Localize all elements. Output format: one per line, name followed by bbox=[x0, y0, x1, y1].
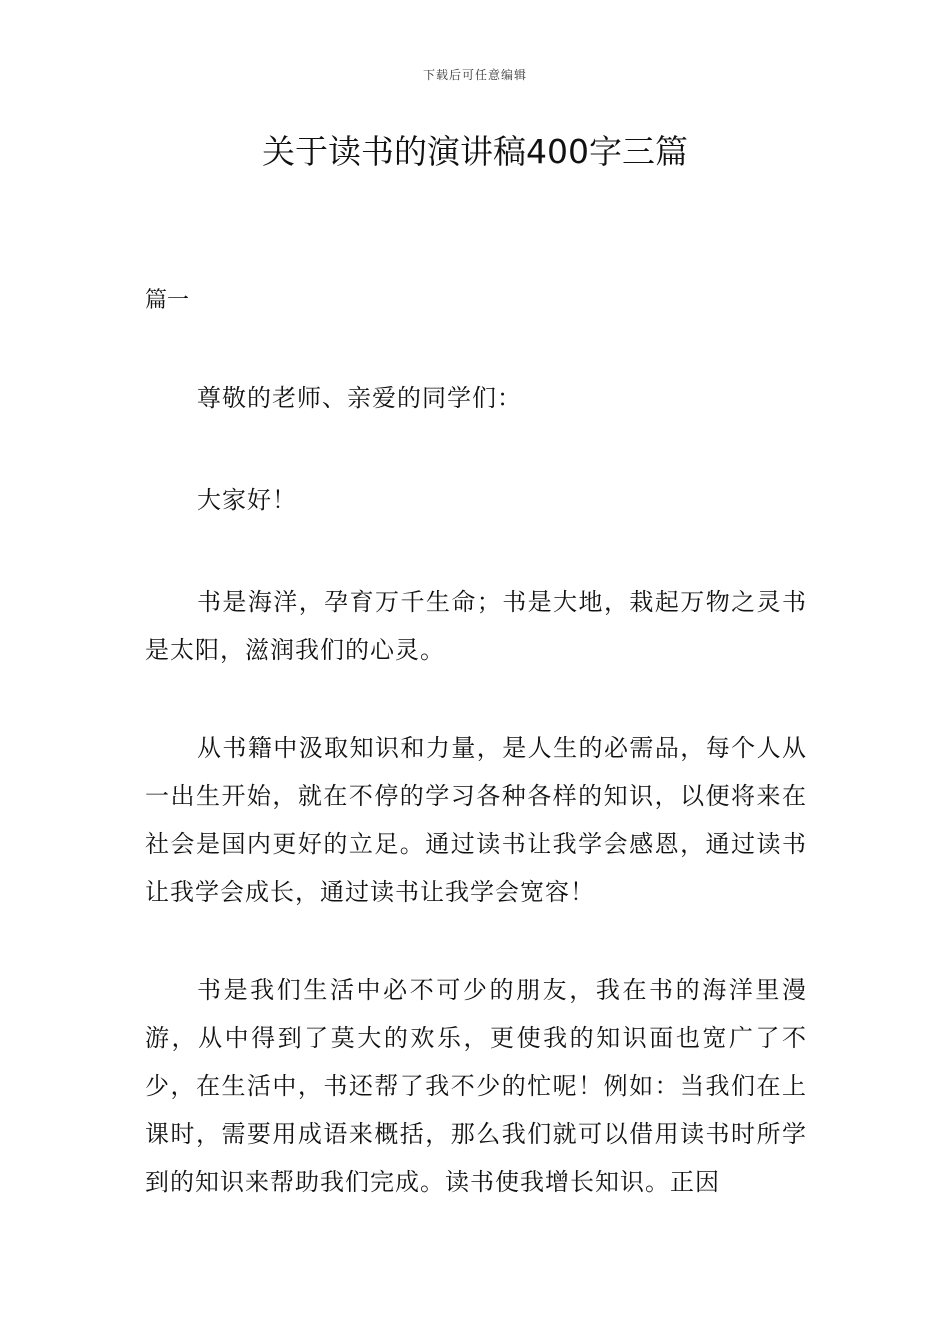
document-body bbox=[145, 374, 807, 1256]
paragraph-body: 书是我们生活中必不可少的朋友，我在书的海洋里漫游，从中得到了莫大的欢乐，更使我的知识面也宽广了不少，在生活中，书还帮了我不少的忙呢！例如：当我们在上课时，需要用成语来概括，那么我们就可以借用读书时所学到的知识来帮助我们完成。读书使我增长知识。正因 bbox=[145, 976, 807, 1196]
paragraph-body: 从书籍中汲取知识和力量，是人生的必需品，每个人从一出生开始，就在不停的学习各种各样的知识，以便将来在社会是国内更好的立足。通过读书让我学会感恩，通过读书让我学会成长，通过读书让我学会宽容！ bbox=[145, 734, 807, 906]
document-title: 关于读书的演讲稿400字三篇 bbox=[262, 132, 688, 171]
paragraph-body: 书是海洋，孕育万千生命；书是大地，栽起万物之灵书是太阳，滋润我们的心灵。 bbox=[145, 588, 807, 664]
section-heading: 篇一 bbox=[145, 288, 190, 313]
paragraph-salutation: 尊敬的老师、亲爱的同学们： bbox=[197, 384, 522, 412]
header-note: 下载后可任意编辑 bbox=[422, 68, 527, 82]
paragraph-greeting: 大家好！ bbox=[197, 486, 297, 514]
